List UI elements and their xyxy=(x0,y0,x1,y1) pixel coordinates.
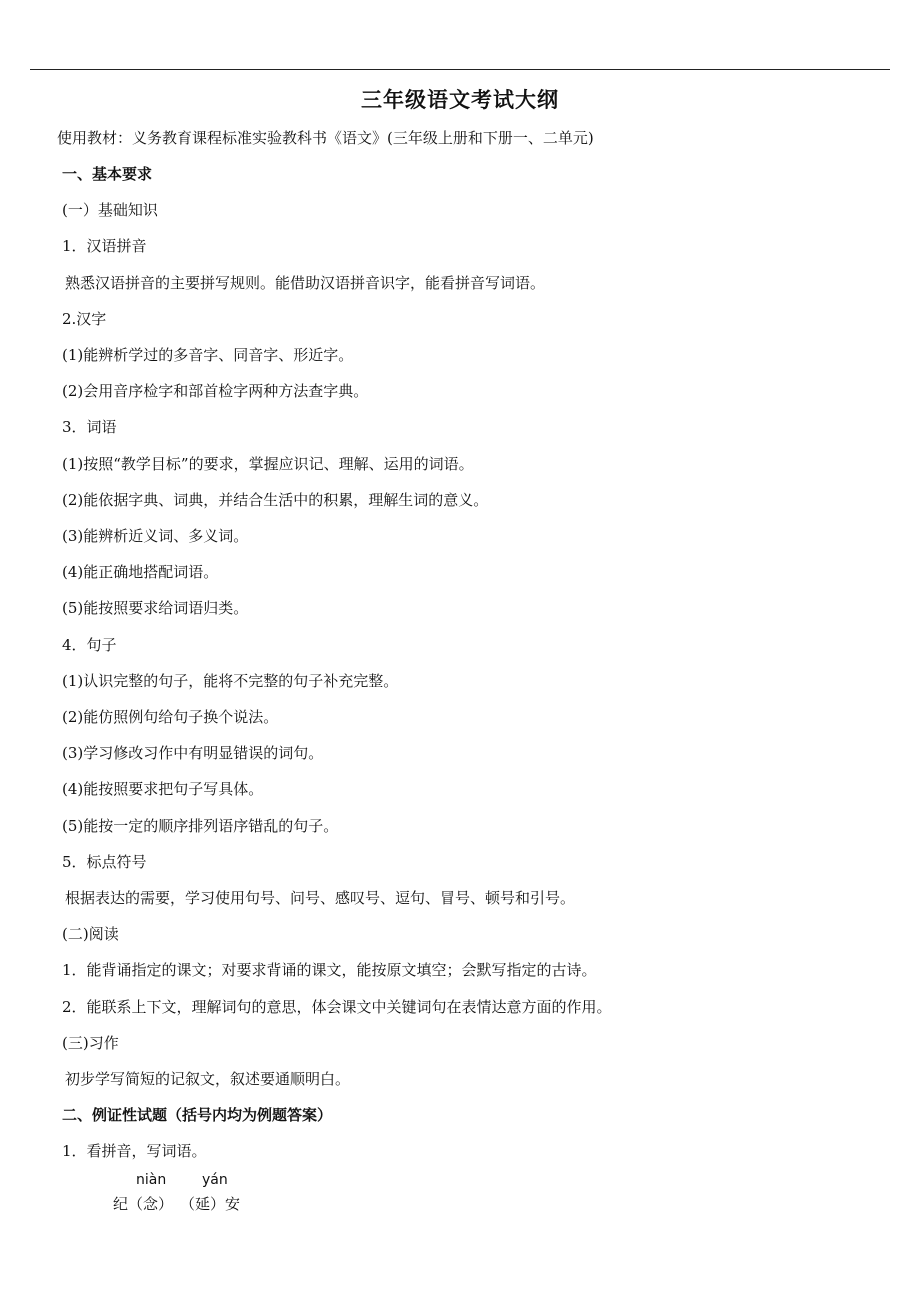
body-line: (二)阅读 xyxy=(62,925,119,943)
page-title: 三年级语文考试大纲 xyxy=(361,88,559,112)
body-line: (一）基础知识 xyxy=(62,201,158,219)
pinyin-2: yán xyxy=(202,1172,228,1188)
body-line: 4．句子 xyxy=(62,636,117,654)
body-line: (3)能辨析近义词、多义词。 xyxy=(62,527,249,545)
body-line: 1．看拼音，写词语。 xyxy=(62,1142,207,1160)
body-line: 熟悉汉语拼音的主要拼写规则。能借助汉语拼音识字，能看拼音写词语。 xyxy=(65,274,546,292)
body-line: (5)能按照要求给词语归类。 xyxy=(62,599,249,617)
answer-1: 纪（念） xyxy=(113,1195,174,1213)
section-heading: 一、基本要求 xyxy=(62,165,153,183)
intro-line: 使用教材：义务教育课程标准实验教科书《语文》(三年级上册和下册一、二单元) xyxy=(57,129,594,147)
body-line: 根据表达的需要，学习使用句号、问号、感叹号、逗句、冒号、顿号和引号。 xyxy=(65,889,576,907)
body-line: (5)能按一定的顺序排列语序错乱的句子。 xyxy=(62,817,339,835)
body-line: (2)会用音序检字和部首检字两种方法查字典。 xyxy=(62,382,369,400)
body-line: (1)按照“教学目标”的要求，掌握应识记、理解、运用的词语。 xyxy=(62,455,474,473)
body-line: (2)能仿照例句给句子换个说法。 xyxy=(62,708,279,726)
body-line: (三)习作 xyxy=(62,1034,119,1052)
top-rule xyxy=(30,69,890,70)
body-line: (4)能按照要求把句子写具体。 xyxy=(62,780,264,798)
pinyin-1: niàn xyxy=(136,1172,167,1188)
body-line: 2．能联系上下文，理解词句的意思，体会课文中关键词句在表情达意方面的作用。 xyxy=(62,998,612,1016)
body-line: 1．汉语拼音 xyxy=(62,237,147,255)
body-line: (1)认识完整的句子，能将不完整的句子补充完整。 xyxy=(62,672,399,690)
section-heading: 二、例证性试题（括号内均为例题答案） xyxy=(62,1106,333,1124)
body-line: (4)能正确地搭配词语。 xyxy=(62,563,219,581)
body-line: 2.汉字 xyxy=(62,310,107,328)
body-line: (3)学习修改习作中有明显错误的词句。 xyxy=(62,744,324,762)
body-line: (1)能辨析学过的多音字、同音字、形近字。 xyxy=(62,346,354,364)
body-line: 初步学写简短的记叙文，叙述要通顺明白。 xyxy=(65,1070,351,1088)
body-line: (2)能依据字典、词典，并结合生活中的积累，理解生词的意义。 xyxy=(62,491,489,509)
answer-2: （延）安 xyxy=(180,1195,241,1213)
body-line: 3．词语 xyxy=(62,418,117,436)
body-line: 1．能背诵指定的课文；对要求背诵的课文，能按原文填空；会默写指定的古诗。 xyxy=(62,961,597,979)
body-line: 5．标点符号 xyxy=(62,853,147,871)
